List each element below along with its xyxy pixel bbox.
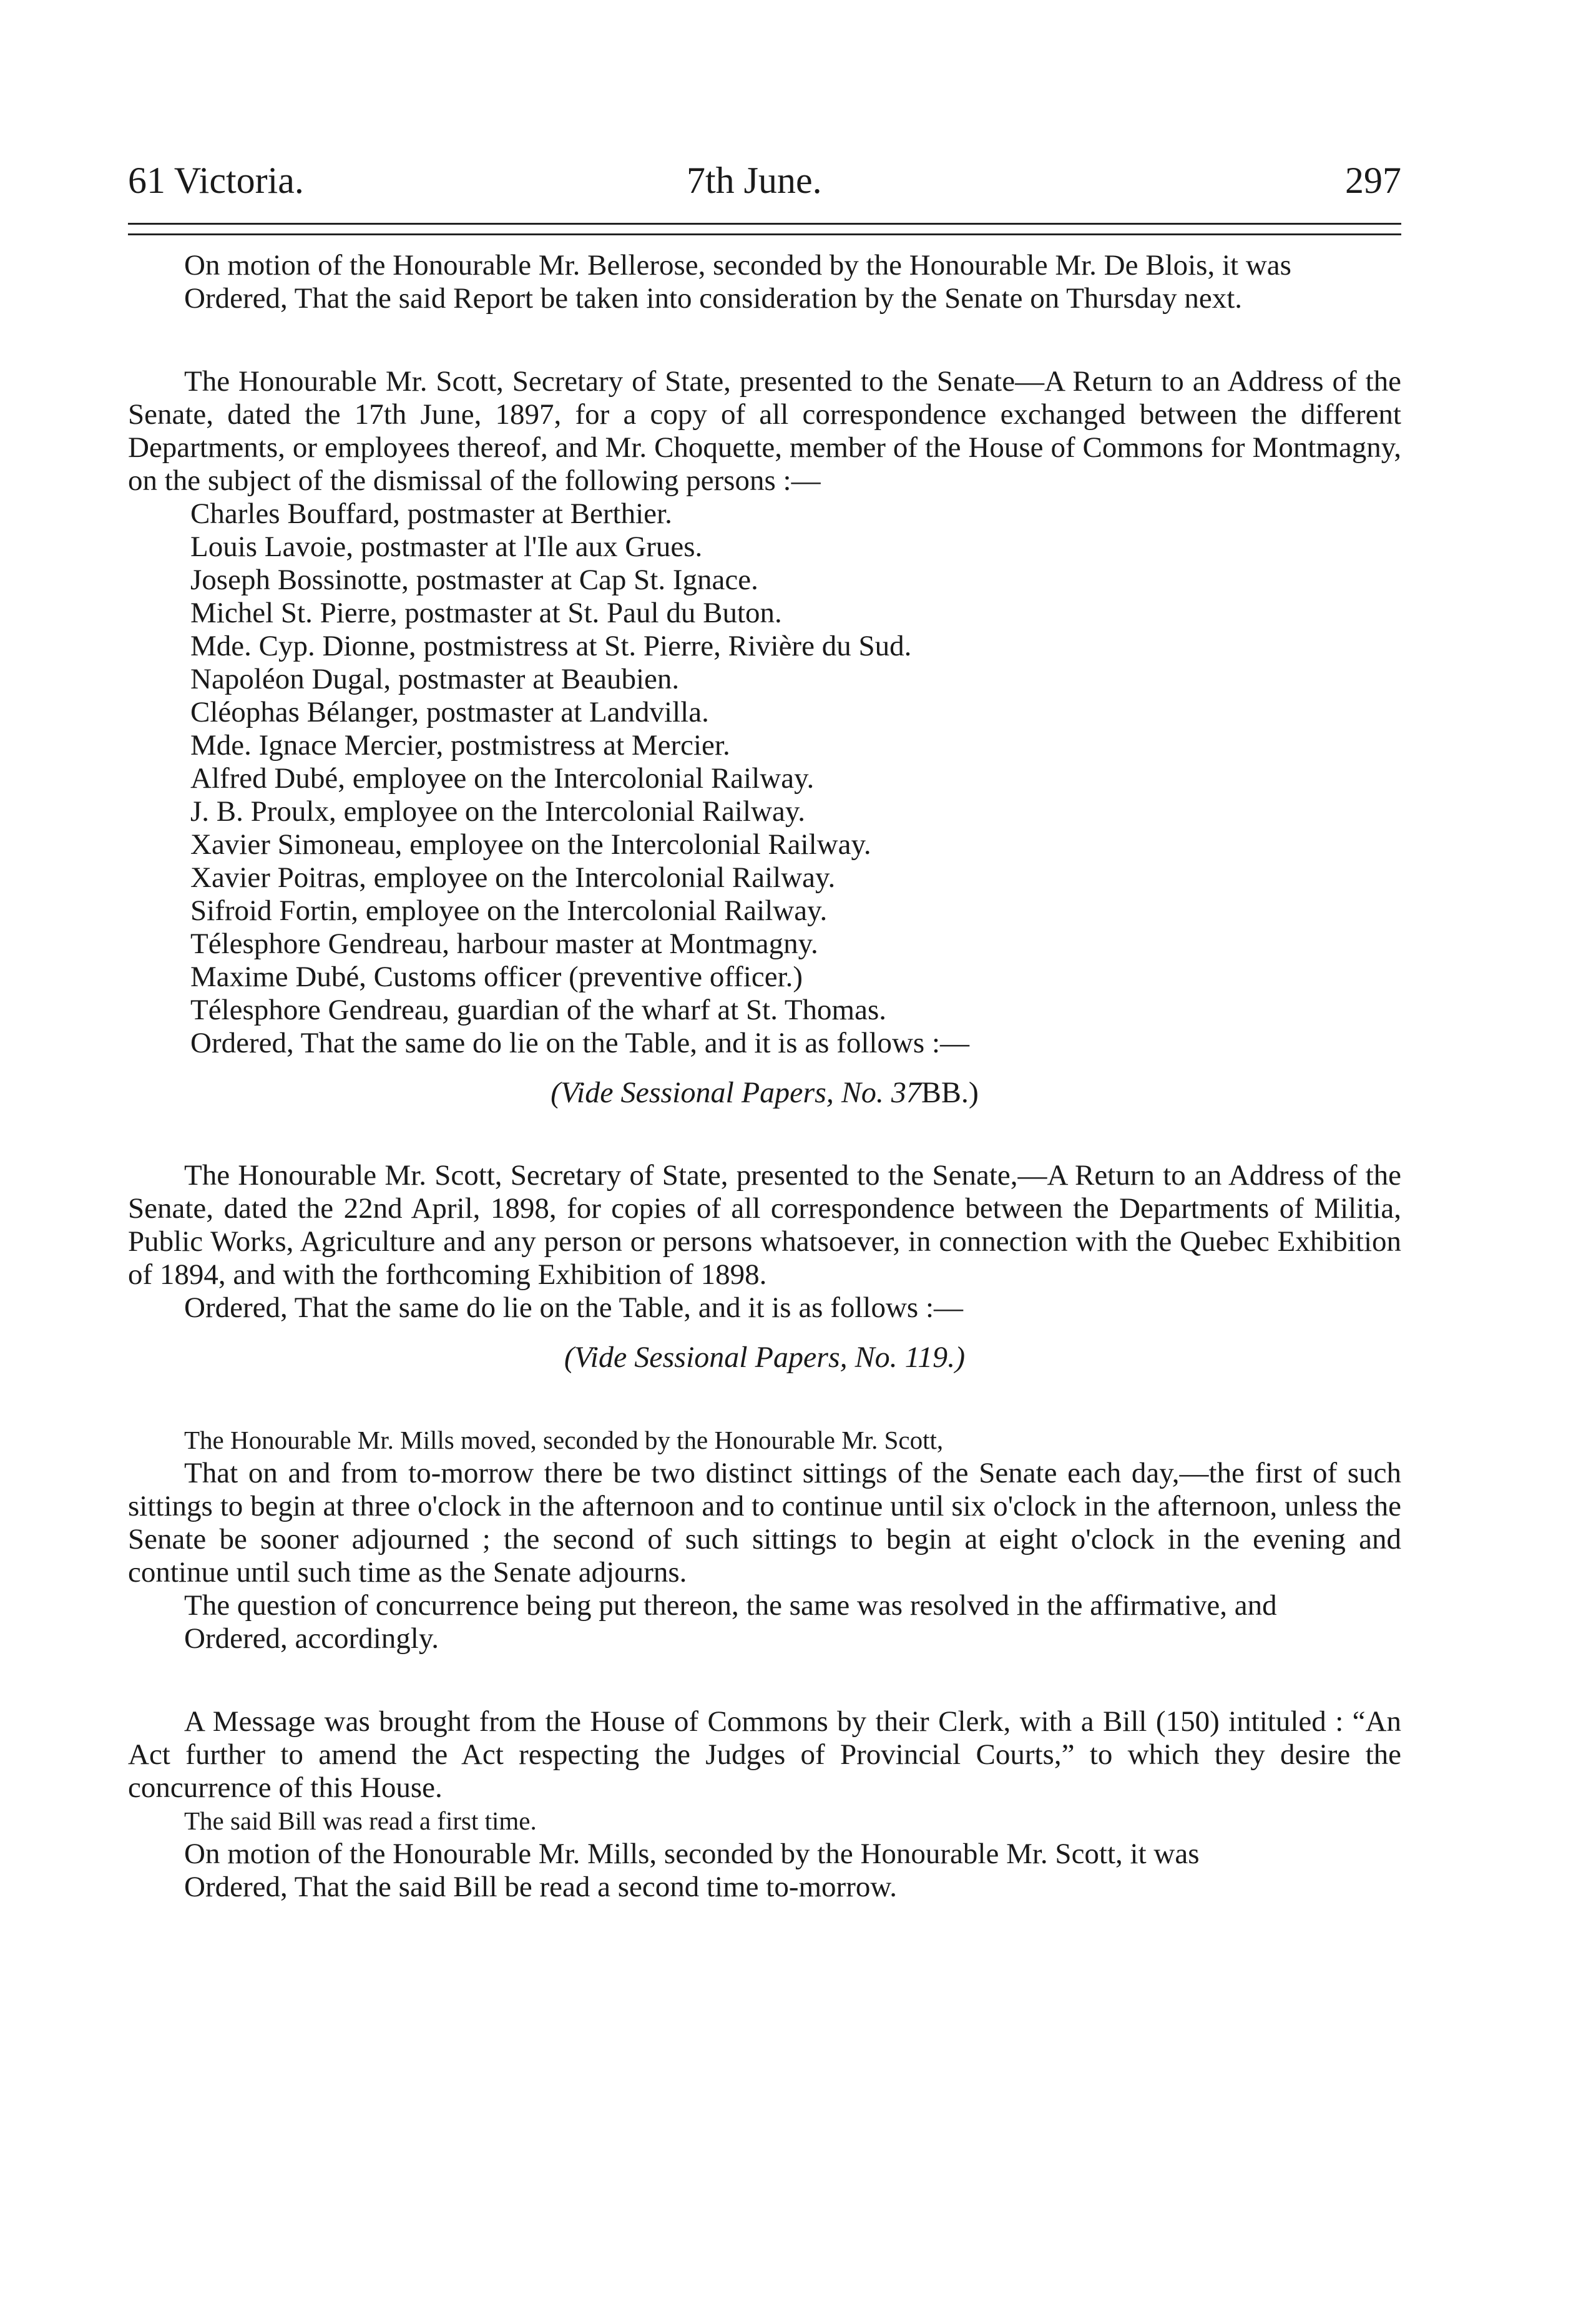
- list-item: Sifroid Fortin, employee on the Intercolonial Railway.: [190, 894, 828, 927]
- page-number: 297: [1345, 160, 1401, 201]
- order-lie-on-table: Ordered, That the same do lie on the Table, and it is as follows :—: [190, 1027, 970, 1059]
- list-item: Mde. Ignace Mercier, postmistress at Mercier.: [190, 729, 730, 762]
- list-item: Xavier Simoneau, employee on the Intercolonial Railway.: [190, 828, 871, 861]
- list-item: J. B. Proulx, employee on the Intercolonial Railway.: [190, 795, 806, 828]
- list-item: Louis Lavoie, postmaster at l'Ile aux Grues.: [190, 531, 703, 563]
- vide-text: (Vide Sessional Papers, No. 37: [551, 1076, 921, 1109]
- list-item: Télesphore Gendreau, harbour master at Montmagny.: [190, 928, 818, 960]
- bill-first-reading: The said Bill was read a first time.: [184, 1806, 537, 1835]
- document-page: [128, 159, 1401, 2294]
- vide-suffix: BB.): [921, 1076, 979, 1109]
- return-choquette-intro: The Honourable Mr. Scott, Secretary of State, presented to the Senate—A Return to an Address of the Senate, dated the 17th June, 1897, for a copy of all correspondence exchanged between the different Departments, or employees thereof, and Mr. Choquette, member of the House of Commons for Montmagny, on the subject of the dismissal of the following persons :—: [128, 365, 1401, 497]
- list-item: Maxime Dubé, Customs officer (preventive officer.): [190, 961, 803, 993]
- mills-motion-intro: The Honourable Mr. Mills moved, seconded by the Honourable Mr. Scott,: [184, 1426, 944, 1454]
- journal-body: [128, 249, 1401, 1904]
- list-item: Télesphore Gendreau, guardian of the wharf at St. Thomas.: [190, 994, 887, 1026]
- sessional-paper-reference-119: (Vide Sessional Papers, No. 119.): [564, 1341, 966, 1374]
- concurrence-question: The question of concurrence being put thereon, the same was resolved in the affirmative, and: [184, 1589, 1277, 1622]
- list-item: Michel St. Pierre, postmaster at St. Paul du Buton.: [190, 597, 782, 629]
- list-item: Napoléon Dugal, postmaster at Beaubien.: [190, 663, 680, 695]
- motion-mills-scott: On motion of the Honourable Mr. Mills, seconded by the Honourable Mr. Scott, it was: [184, 1838, 1200, 1870]
- ordered-accordingly: Ordered, accordingly.: [184, 1622, 439, 1655]
- date-label: 7th June.: [687, 160, 822, 201]
- motion-bellerose: On motion of the Honourable Mr. Bellerose, seconded by the Honourable Mr. De Blois, it was: [184, 249, 1291, 282]
- list-item: Joseph Bossinotte, postmaster at Cap St. Ignace.: [190, 564, 758, 596]
- header-rule: [128, 223, 1401, 235]
- sittings-resolution: That on and from to-morrow there be two distinct sittings of the Senate each day,—the first of such sittings to begin at three o'clock in the afternoon and to continue until six o'clock in the afternoon, unless the Senate be sooner adjourned ; the second of such sittings to begin at eight o'clock in the evening and continue until such time as the Senate adjourns.: [128, 1457, 1401, 1589]
- list-item: Alfred Dubé, employee on the Intercolonial Railway.: [190, 762, 815, 795]
- running-head: [128, 159, 1401, 215]
- list-item: Mde. Cyp. Dionne, postmistress at St. Pierre, Rivière du Sud.: [190, 630, 912, 662]
- list-item: Xavier Poitras, employee on the Intercolonial Railway.: [190, 861, 836, 894]
- dismissed-persons-list: [128, 497, 1401, 1060]
- commons-message-bill-150: A Message was brought from the House of Commons by their Clerk, with a Bill (150) intituled : “An Act further to amend the Act respecting the Judges of Provincial Courts,” to which they desire the concurrence of this House.: [128, 1705, 1401, 1804]
- sessional-paper-reference-37bb: [128, 1076, 1401, 1109]
- order-lie-on-table-2: Ordered, That the same do lie on the Table, and it is as follows :—: [184, 1291, 964, 1324]
- order-report-consideration: Ordered, That the said Report be taken into consideration by the Senate on Thursday next.: [184, 282, 1243, 315]
- return-quebec-exhibition: The Honourable Mr. Scott, Secretary of State, presented to the Senate,—A Return to an Address of the Senate, dated the 22nd April, 1898, for copies of all correspondence between the Departments of Militia, Public Works, Agriculture and any person or persons whatsoever, in connection with the Quebec Exhibition of 1894, and with the forthcoming Exhibition of 1898.: [128, 1159, 1401, 1291]
- list-item: Cléophas Bélanger, postmaster at Landvilla.: [190, 696, 709, 728]
- list-item: Charles Bouffard, postmaster at Berthier.: [190, 497, 672, 530]
- session-label: 61 Victoria.: [128, 160, 304, 201]
- order-second-reading: Ordered, That the said Bill be read a second time to-morrow.: [184, 1871, 897, 1903]
